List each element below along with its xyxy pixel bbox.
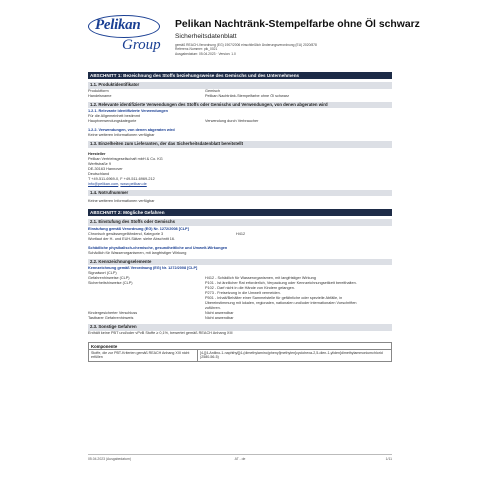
address-line: Pelikan Vertriebsgesellschaft mbH & Co. KG: [88, 156, 163, 161]
manufacturer-label: Hersteller: [88, 151, 106, 156]
field-label: Tastbarer Gefahrenhinweis: [88, 316, 134, 320]
field-label: Hauptverwendungskategorie: [88, 119, 137, 123]
heading-clp-classification: Einstufung gemäß Verordnung (EG) Nr. 1272/2008 [CLP]: [88, 226, 189, 231]
components-cell: [4-[[4-Anilino-1-naphthyl][4-(dimethylamino)phenyl]methylen]cyclohexa-2,5-dien-1-yliden]dimethylammoniumchlorid (2580-56-5): [200, 350, 383, 360]
heading-1-2-2: 1.2.2. Verwendungen, von denen abgeraten wird: [88, 128, 175, 132]
field-row: [88, 94, 392, 99]
section-2-title: ABSCHNITT 2: Mögliche Gefahren: [88, 209, 392, 216]
meta-line: Ausgabedatum: 05.04.2023 · Version: 1.0: [175, 51, 236, 56]
document-subtitle: Sicherheitsdatenblatt: [175, 33, 237, 40]
subsection-1-4: 1.4. Notrufnummer: [88, 190, 392, 197]
field-value: Pelikan Nachtränk-Stempelfarbe ohne Öl schwarz: [205, 93, 289, 98]
footer-page-number: 1/11: [385, 456, 392, 461]
logo-wordmark: Pelikan: [95, 17, 141, 33]
components-table-header: Komponente: [88, 342, 392, 350]
footer-locale: AT - de: [234, 456, 246, 461]
meta-line: gemäß REACH-Verordnung (EG) 1907/2006 einschließlich Änderungsverordnung (EU) 2020/878: [175, 43, 317, 47]
subsection-2-2: 2.2. Kennzeichnungselemente: [88, 259, 392, 266]
address-line: DE-30163 Hannover: [88, 166, 123, 171]
field-row: [88, 316, 392, 321]
paragraph: Wortlaut der H- und EUH-Sätze: siehe Abschnitt 16.: [88, 236, 176, 241]
field-value: Übereinstimmung mit lokalen, regionalen, nationalen und/oder internationalen Vorschriften: [205, 301, 357, 305]
address-line: T +49-511-6969-0, F +49-511-6969-212: [88, 176, 155, 181]
components-cell: Stoffe, die zur PBT-Kriterien gemäß REACH Anhang XIII nicht erfüllen: [89, 350, 198, 361]
paragraph: Keine weiteren Informationen verfügbar: [88, 133, 155, 137]
meta-line: Referenz-Nummer: pik_0021: [175, 47, 218, 52]
field-value: Verwendung durch Verbraucher: [205, 119, 259, 123]
logo-group-text: Group: [122, 37, 161, 53]
field-value: Nicht anwendbar: [205, 316, 234, 320]
section-1-title: ABSCHNITT 1: Bezeichnung des Stoffs beziehungsweise des Gemischs und des Unternehmens: [88, 72, 392, 79]
field-label: Handelsname: [88, 93, 112, 98]
field-row: [88, 119, 392, 124]
heading-1-2-1: 1.2.1. Relevante identifizierte Verwendungen: [88, 109, 168, 113]
field-value: P273 - Freisetzung in die Umwelt vermeiden.: [205, 291, 281, 295]
field-value: Nicht anwendbar: [205, 311, 234, 315]
website-link[interactable]: www.pelikan.de: [120, 181, 147, 186]
paragraph: Enthält keine PBT und/oder vPvB Stoffe ≥ 0,1%, bewertet gemäß REACH Anhang XIII: [88, 330, 233, 335]
field-label: Chronisch gewässergefährdend, Kategorie 3: [88, 231, 164, 236]
field-value: P101 - Ist ärztlicher Rat erforderlich, Verpackung oder Kennzeichnungsetikett bereithalten.: [205, 281, 357, 285]
subsection-1-1: 1.1. Produktidentifikator: [88, 82, 392, 89]
email-link[interactable]: info@pelikan.com: [88, 181, 119, 186]
paragraph: Keine weiteren Informationen verfügbar: [88, 199, 155, 203]
field-row: [88, 232, 392, 237]
field-label: Sicherheitshinweise (CLP): [88, 281, 133, 285]
field-label: Kindergesicherter Verschluss: [88, 311, 138, 315]
field-value: zuführen.: [205, 306, 221, 310]
document-title: Pelikan Nachtränk-Stempelfarbe ohne Öl schwarz: [175, 19, 420, 30]
subsection-1-2: 1.2. Relevante identifizierte Verwendungen des Stoffs oder Gemischs und Verwendungen, von denen abgeraten wird: [88, 102, 392, 109]
address-line: Deutschland: [88, 171, 110, 176]
footer-date: 05.04.2023 (Ausgabedatum): [88, 456, 131, 461]
document-body: [88, 70, 392, 362]
subsection-2-3: 2.3. Sonstige Gefahren: [88, 324, 392, 331]
field-label: Produktform: [88, 88, 109, 93]
paragraph: Für die Allgemeinheit bestimmt: [88, 114, 140, 118]
field-label: Gefahrenhinweise (CLP): [88, 276, 130, 280]
heading-effects: Schädliche physikalisch-chemische, gesundheitliche und Umwelt-Wirkungen: [88, 245, 228, 250]
heading-clp-labelling: Kennzeichnung gemäß Verordnung (EG) Nr. 1272/2008 [CLP]: [88, 266, 198, 270]
components-table-row: [88, 350, 392, 362]
field-value: H412 - Schädlich für Wasserorganismen, mit langfristiger Wirkung: [205, 276, 316, 280]
contact-links: info@pelikan.com, www.pelikan.de: [88, 181, 147, 186]
subsection-2-1: 2.1. Einstufung des Stoffs oder Gemischs: [88, 219, 392, 226]
document-header: [88, 12, 420, 66]
paragraph: Signalwort (CLP): [88, 271, 117, 275]
field-value: Gemisch: [205, 88, 220, 93]
field-value: H412: [236, 231, 246, 236]
document-meta: [175, 43, 390, 56]
field-value: P501 - Inhalt/Behälter einer Sammelstelle für gefährliche oder spezielle Abfälle, in: [205, 296, 343, 300]
subsection-1-3: 1.3. Einzelheiten zum Lieferanten, der das Sicherheitsdatenblatt bereitstellt: [88, 141, 392, 148]
field-value: P102 - Darf nicht in die Hände von Kindern gelangen.: [205, 286, 295, 290]
pelikan-logo: [88, 12, 166, 58]
page-footer: [88, 454, 392, 461]
address-line: Werftstraße 9: [88, 161, 111, 166]
paragraph: Schädlich für Wasserorganismen, mit langfristiger Wirkung: [88, 250, 187, 255]
